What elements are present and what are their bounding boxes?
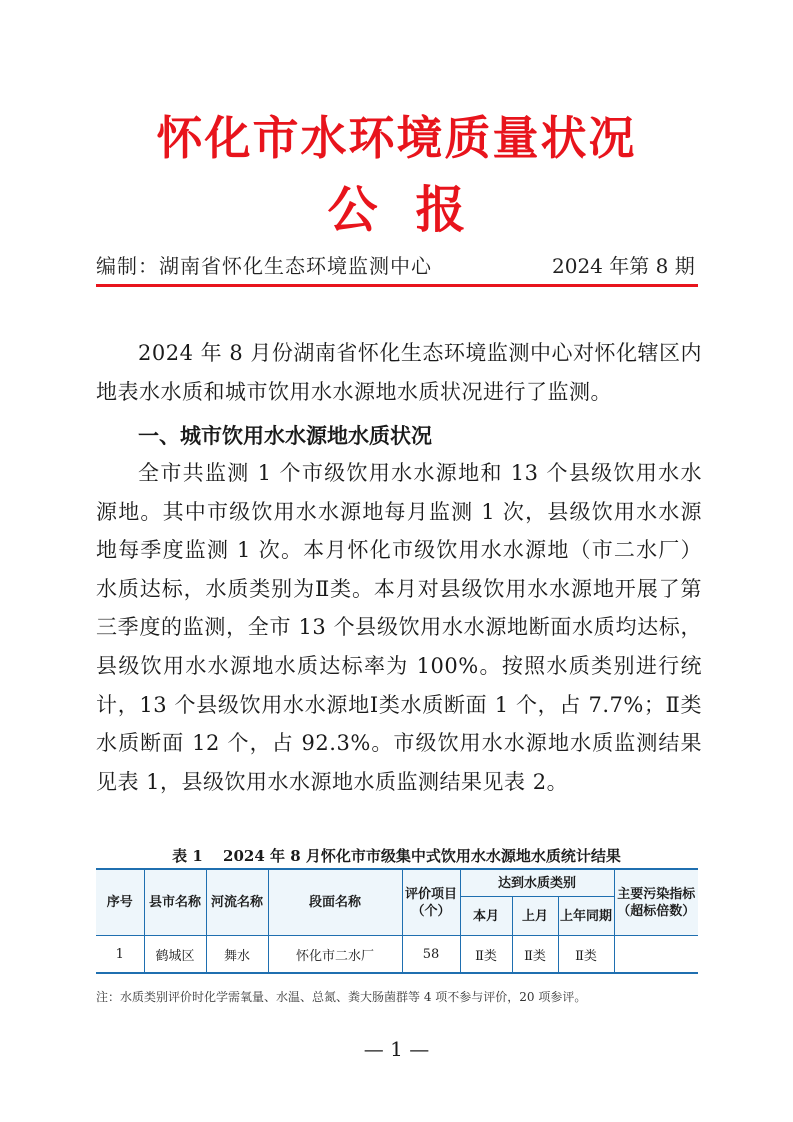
header-pollutants: 主要污染指标（超标倍数）: [614, 869, 698, 936]
bulletin-subtitle: 公报: [327, 181, 504, 239]
page-number: — 1 —: [363, 1037, 430, 1061]
cell-no: 1: [96, 936, 144, 974]
bulletin-title: 怀化市水环境质量状况: [156, 111, 637, 165]
header-county: 县市名称: [144, 869, 206, 936]
water-quality-table: [96, 868, 698, 974]
header-divider: [96, 284, 698, 287]
cell-last-year: Ⅱ类: [558, 936, 614, 974]
table-caption: 表 1 2024 年 8 月怀化市市级集中式饮用水水源地水质统计结果: [172, 847, 621, 865]
header-last-month: 上月: [512, 897, 558, 936]
table-note: 注：水质类别评价时化学需氧量、水温、总氮、粪大肠菌群等 4 项不参与评价，20 项参评。: [96, 990, 587, 1004]
section-paragraph: 全市共监测 1 个市级饮用水水源地和 13 个县级饮用水水源地。其中市级饮用水水源地每月监测 1 次，县级饮用水水源地每季度监测 1 次。本月怀化市级饮用水水源地（市二水厂）水质达标，水质类别为Ⅱ类。本月对县级饮用水水源地开展了第三季度的监测，全市 13 个县级饮用水水源地断面水质均达标，县级饮用水水源地水质达标率为 100%。按照水质类别进行统计，13 个县级饮用水水源地Ⅰ类水质断面 1 个，占 7.7%；Ⅱ类水质断面 12 个，占 92.3%。市级饮用水水源地水质监测结果见表 1，县级饮用水水源地水质监测结果见表 2。: [96, 461, 702, 794]
issue-number: 2024 年第 8 期: [552, 254, 695, 278]
cell-pollutants: [614, 936, 698, 974]
cell-last-month: Ⅱ类: [512, 936, 558, 974]
intro-paragraph: 2024 年 8 月份湖南省怀化生态环境监测中心对怀化辖区内地表水水质和城市饮用水水源地水质状况进行了监测。: [96, 341, 702, 404]
cell-county: 鹤城区: [144, 936, 206, 974]
cell-river: 舞水: [206, 936, 268, 974]
header-river: 河流名称: [206, 869, 268, 936]
cell-this-month: Ⅱ类: [460, 936, 512, 974]
header-no: 序号: [96, 869, 144, 936]
header-items: 评价项目（个）: [402, 869, 460, 936]
header-last-year: 上年同期: [558, 897, 614, 936]
table-row: [96, 936, 698, 974]
header-class-group: 达到水质类别: [460, 869, 614, 897]
section-heading: 一、城市饮用水水源地水质状况: [138, 424, 432, 448]
editor-line: 编制：湖南省怀化生态环境监测中心: [96, 254, 432, 278]
header-this-month: 本月: [460, 897, 512, 936]
cell-section: 怀化市二水厂: [268, 936, 402, 974]
cell-items: 58: [402, 936, 460, 974]
header-section: 段面名称: [268, 869, 402, 936]
